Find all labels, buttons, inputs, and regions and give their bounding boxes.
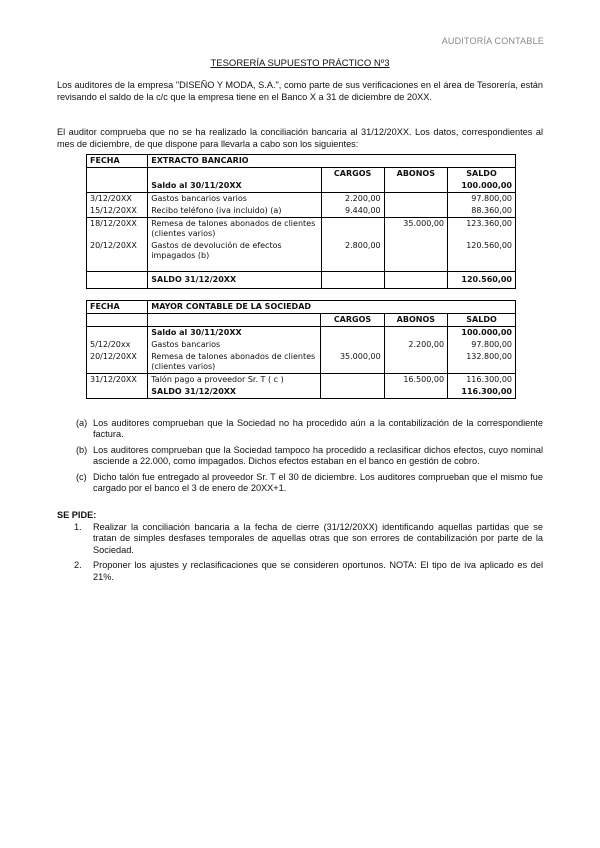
row-concept: Recibo teléfono (iva incluido) (a): [148, 205, 321, 218]
note-text: Los auditores comprueban que la Sociedad no ha procedido aún a la contabilización de la correspondiente factura.: [93, 418, 543, 440]
closing-balance-row: [87, 386, 516, 399]
task-number: 2.: [74, 560, 82, 571]
bank-statement-table: [86, 154, 516, 289]
context-paragraph: El auditor comprueba que no se ha realizado la conciliación bancaria al 31/12/20XX. Los datos, correspondientes al mes de diciembre, de que dispone para llevarla a cabo son los siguientes:: [57, 127, 543, 149]
row-fecha: 5/12/20xx: [87, 339, 148, 351]
task-number: 1.: [74, 522, 82, 532]
row-cargos: 2.200,00: [321, 193, 384, 206]
opening-label: Saldo al 30/11/20XX: [148, 180, 321, 193]
closing-saldo: 120.560,00: [448, 272, 516, 289]
note-label: (c): [76, 471, 87, 482]
table-row: [87, 193, 516, 206]
table-subheader-row: [87, 314, 516, 327]
header-saldo: SALDO: [448, 314, 516, 327]
list-item: [76, 472, 543, 495]
opening-balance-row: [87, 327, 516, 340]
intro-paragraph: Los auditores de la empresa "DISEÑO Y MODA, S.A.", como parte de sus verificaciones en el área de Tesorería, están revisando el saldo de la c/c que la empresa tiene en el Banco X a 31 de diciembre de 20XX.: [57, 80, 543, 102]
list-item: [74, 560, 543, 583]
row-saldo: 97.800,00: [471, 340, 512, 349]
table-row: [87, 218, 516, 241]
header-cargos: CARGOS: [321, 314, 384, 327]
row-fecha: 15/12/20XX: [87, 205, 148, 218]
row-fecha: 18/12/20XX: [87, 218, 148, 241]
header-cargos: CARGOS: [321, 168, 384, 181]
document-title: TESORERÍA SUPUESTO PRÁCTICO Nº3: [210, 58, 390, 69]
closing-label: SALDO 31/12/20XX: [148, 386, 321, 399]
row-abonos: [384, 193, 447, 206]
row-concept: Gastos de devolución de efectos impagados (b): [148, 240, 321, 272]
row-abonos: 16.500,00: [384, 374, 447, 387]
closing-balance-row: [87, 272, 516, 289]
table-header-row: [87, 155, 516, 168]
row-abonos: 35.000,00: [384, 218, 447, 241]
closing-label: SALDO 31/12/20XX: [148, 272, 321, 289]
row-saldo: 97.800,00: [471, 194, 512, 203]
header-fecha: FECHA: [87, 301, 148, 314]
row-cargos: 35.000,00: [321, 351, 384, 374]
table-row: [87, 240, 516, 272]
header-abonos: ABONOS: [384, 168, 447, 181]
closing-saldo: 116.300,00: [461, 387, 512, 396]
row-fecha: 3/12/20XX: [87, 193, 148, 206]
row-cargos: [321, 374, 384, 387]
section-header: AUDITORÍA CONTABLE: [441, 36, 544, 46]
company-ledger-table: [86, 300, 516, 399]
note-text: Dicho talón fue entregado al proveedor Sr. T el 30 de diciembre. Los auditores comprueban que el mismo fue cargado por el banco el 3 de enero de 20XX+1.: [93, 471, 543, 494]
row-abonos: 2.200,00: [384, 339, 447, 351]
list-item: [74, 522, 543, 556]
table-subheader-row: [87, 168, 516, 181]
row-saldo: 123.360,00: [466, 219, 512, 228]
header-abonos: ABONOS: [384, 314, 447, 327]
header-fecha: FECHA: [87, 155, 148, 168]
row-fecha: 20/12/20XX: [87, 351, 148, 374]
table-row: [87, 205, 516, 218]
header-concept: MAYOR CONTABLE DE LA SOCIEDAD: [148, 301, 516, 314]
row-abonos: [384, 351, 447, 374]
row-fecha: 20/12/20XX: [87, 240, 148, 272]
opening-saldo: 100.000,00: [448, 180, 516, 193]
task-text: Realizar la conciliación bancaria a la fecha de cierre (31/12/20XX) identificando aquellas partidas que se tratan de simples desfases temporales de aquellas otras que son errores de contabilización por parte de la Sociedad.: [93, 522, 543, 555]
list-item: [76, 418, 543, 441]
table-row: [87, 339, 516, 351]
row-saldo: 88.360,00: [448, 205, 516, 218]
row-abonos: [384, 240, 447, 272]
row-concept: Gastos bancarios: [148, 339, 321, 351]
row-saldo: 132.800,00: [448, 351, 516, 374]
opening-label: Saldo al 30/11/20XX: [148, 327, 321, 340]
opening-saldo: 100.000,00: [461, 328, 512, 337]
note-text: Los auditores comprueban que la Sociedad tampoco ha procedido a reclasificar dichos efectos, cuyo nominal asciende a 22.000, como impagados. Dichos efectos estaban en el banco en gestión de cobro.: [93, 444, 543, 467]
row-concept: Talón pago a proveedor Sr. T ( c ): [148, 374, 321, 387]
note-label: (a): [76, 418, 88, 428]
task-text: Proponer los ajustes y reclasificaciones que se consideren oportunos. NOTA: El tipo de iva aplicado es del 21%.: [93, 560, 543, 582]
header-saldo: SALDO: [466, 169, 497, 178]
row-concept: Remesa de talones abonados de clientes (clientes varios): [148, 351, 321, 374]
row-concept: Gastos bancarios varios: [148, 193, 321, 206]
row-cargos: [321, 218, 384, 241]
row-saldo: 120.560,00: [466, 241, 512, 250]
opening-balance-row: [87, 180, 516, 193]
table-header-row: [87, 301, 516, 314]
note-label: (b): [76, 444, 88, 455]
list-item: [76, 445, 543, 468]
notes-list: [76, 418, 543, 498]
row-cargos: 9.440,00: [321, 205, 384, 218]
row-cargos: [321, 339, 384, 351]
tasks-list: [74, 522, 543, 587]
table-row: [87, 374, 516, 387]
row-concept: Remesa de talones abonados de clientes (clientes varios): [148, 218, 321, 241]
row-abonos: [384, 205, 447, 218]
se-pide-heading: SE PIDE:: [57, 510, 97, 520]
table-row: [87, 351, 516, 374]
row-fecha: 31/12/20XX: [87, 374, 148, 387]
row-saldo: 116.300,00: [466, 375, 512, 384]
row-cargos: 2.800,00: [321, 240, 384, 272]
header-concept: EXTRACTO BANCARIO: [148, 155, 516, 168]
